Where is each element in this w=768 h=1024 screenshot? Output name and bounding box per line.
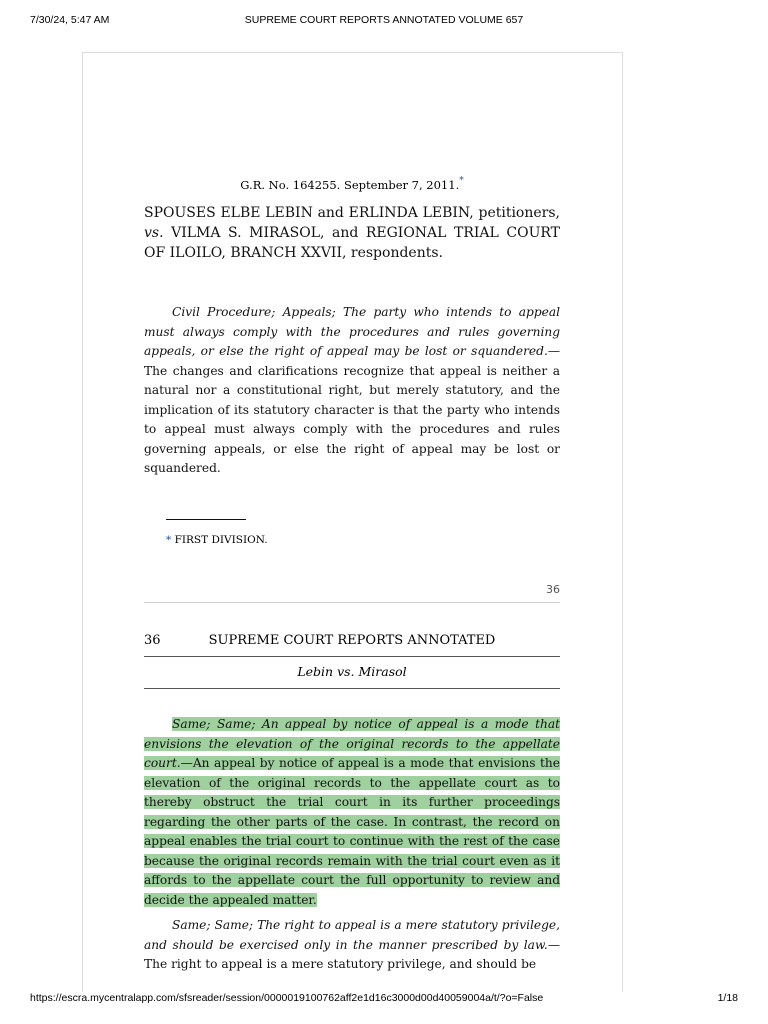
page-number: 36: [546, 583, 560, 596]
syllabus-1-body: —The changes and clarifications recognize that appeal is neither a natural nor a constitutional right, but merely statutory, and the implication of its statutory character is that the party who intends to appeal must always comply with the procedures and rules governing appeals, or else the right of appeal may be lost or squandered.: [144, 344, 560, 475]
syllabus-1-heading: Civil Procedure; Appeals; The party who intends to appeal must always comply with the procedures and rules governing appeals, or else the right of appeal may be lost or squandered.: [144, 305, 560, 358]
gr-number-text: G.R. No. 164255. September 7, 2011.: [240, 178, 460, 192]
syllabus-paragraph-3: [144, 916, 560, 975]
parties-petitioners: SPOUSES ELBE LEBIN and ERLINDA LEBIN, petitioners,: [144, 205, 560, 221]
gr-number-line: [144, 176, 560, 192]
syllabus-3-heading: Same; Same; The right to appeal is a mere statutory privilege, and should be exercised only in the manner prescribed by law.: [144, 918, 560, 952]
running-head-rule-bottom: [144, 688, 560, 689]
running-head-rule-top: [144, 656, 560, 657]
syllabus-paragraph-2: [144, 715, 560, 910]
running-head-title: SUPREME COURT REPORTS ANNOTATED: [208, 633, 496, 648]
page-break-divider: [144, 602, 560, 603]
footnote-star: *: [166, 534, 172, 546]
syllabus-continued: [144, 715, 560, 975]
running-head-page-number: 36: [144, 633, 161, 648]
print-header: [30, 14, 738, 28]
print-title: SUPREME COURT REPORTS ANNOTATED VOLUME 657: [244, 14, 524, 26]
syllabus-2-body: —An appeal by notice of appeal is a mode that envisions the elevation of the original records to the appellate court as to thereby obstruct the trial court in its further proceedings regarding the other parts of the case. In contrast, the record on appeal enables the trial court to continue with the rest of the case because the original records remain with the trial court even as it affords to the appellate court the full opportunity to review and decide the appealed matter.: [144, 756, 560, 907]
print-datetime: 7/30/24, 5:47 AM: [30, 14, 110, 26]
print-url: https://escra.mycentralapp.com/sfsreader/session/0000019100762aff2e1d16c3000d00d40059004a/t/?o=False: [30, 992, 544, 1004]
syllabus-2-heading: Same; Same; An appeal by notice of appeal is a mode that envisions the elevation of the original records to the appellate court.: [144, 717, 560, 770]
footnote: [166, 534, 268, 546]
running-case-title: Lebin vs. Mirasol: [297, 664, 407, 679]
syllabus-paragraph-1: [144, 303, 560, 479]
footnote-marker-link[interactable]: *: [459, 176, 464, 186]
print-page-count: 1/18: [717, 992, 738, 1004]
footnote-divider: [166, 519, 246, 520]
syllabus-3-body: —The right to appeal is a mere statutory privilege, and should be: [144, 937, 560, 971]
print-footer: [30, 992, 738, 1006]
case-parties: [144, 203, 560, 263]
footnote-text: FIRST DIVISION.: [171, 534, 268, 546]
parties-respondents: VILMA S. MIRASOL, and REGIONAL TRIAL COURT OF ILOILO, BRANCH XXVII, respondents.: [144, 225, 560, 261]
highlighted-passage[interactable]: [144, 717, 560, 907]
parties-vs: vs.: [144, 225, 164, 241]
